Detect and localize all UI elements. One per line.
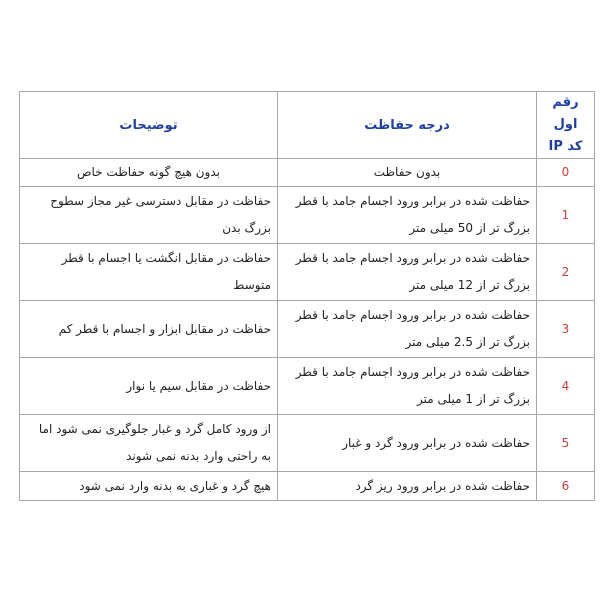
- table-row: [20, 415, 595, 472]
- table-row: [20, 358, 595, 415]
- row-code: 0: [537, 159, 595, 187]
- row-code: 6: [537, 472, 595, 501]
- header-description: توضیحات: [20, 92, 278, 159]
- row-code: 4: [537, 358, 595, 415]
- table-row: [20, 187, 595, 244]
- row-code: 3: [537, 301, 595, 358]
- row-code: 1: [537, 187, 595, 244]
- row-degree: حفاظت شده در برابر ورود اجسام جامد با قطر بزرگ تر از 12 میلی متر: [278, 244, 537, 301]
- row-code: 5: [537, 415, 595, 472]
- row-description: حفاظت در مقابل انگشت یا اجسام با قطر متوسط: [20, 244, 278, 301]
- ip-protection-table: [19, 91, 595, 501]
- header-protection-degree: درجه حفاظت: [278, 92, 537, 159]
- row-degree: حفاظت شده در برابر ورود ریز گرد: [278, 472, 537, 501]
- header-ip-code-line2: کد IP: [548, 139, 583, 154]
- row-degree: حفاظت شده در برابر ورود گرد و غبار: [278, 415, 537, 472]
- row-description: هیچ گرد و غباری به بدنه وارد نمی شود: [20, 472, 278, 501]
- row-description: از ورود کامل گرد و غبار جلوگیری نمی شود اما به راحتی وارد بدنه نمی شوند: [20, 415, 278, 472]
- row-degree: حفاظت شده در برابر ورود اجسام جامد با قطر بزرگ تر از 2.5 میلی متر: [278, 301, 537, 358]
- table-row: [20, 244, 595, 301]
- row-description: بدون هیچ گونه حفاظت خاص: [20, 159, 278, 187]
- table-row: [20, 159, 595, 187]
- table-row: [20, 472, 595, 501]
- row-description: حفاظت در مقابل سیم یا نوار: [20, 358, 278, 415]
- row-degree: بدون حفاظت: [278, 159, 537, 187]
- header-ip-code: [537, 92, 595, 159]
- table-header-row: [20, 92, 595, 159]
- row-degree: حفاظت شده در برابر ورود اجسام جامد با قطر بزرگ تر از 1 میلی متر: [278, 358, 537, 415]
- row-description: حفاظت در مقابل ابزار و اجسام با قطر کم: [20, 301, 278, 358]
- header-ip-code-line1: رقم اول: [552, 95, 579, 132]
- row-description: حفاظت در مقابل دسترسی غیر مجاز سطوح بزرگ بدن: [20, 187, 278, 244]
- table-row: [20, 301, 595, 358]
- row-degree: حفاظت شده در برابر ورود اجسام جامد با قطر بزرگ تر از 50 میلی متر: [278, 187, 537, 244]
- row-code: 2: [537, 244, 595, 301]
